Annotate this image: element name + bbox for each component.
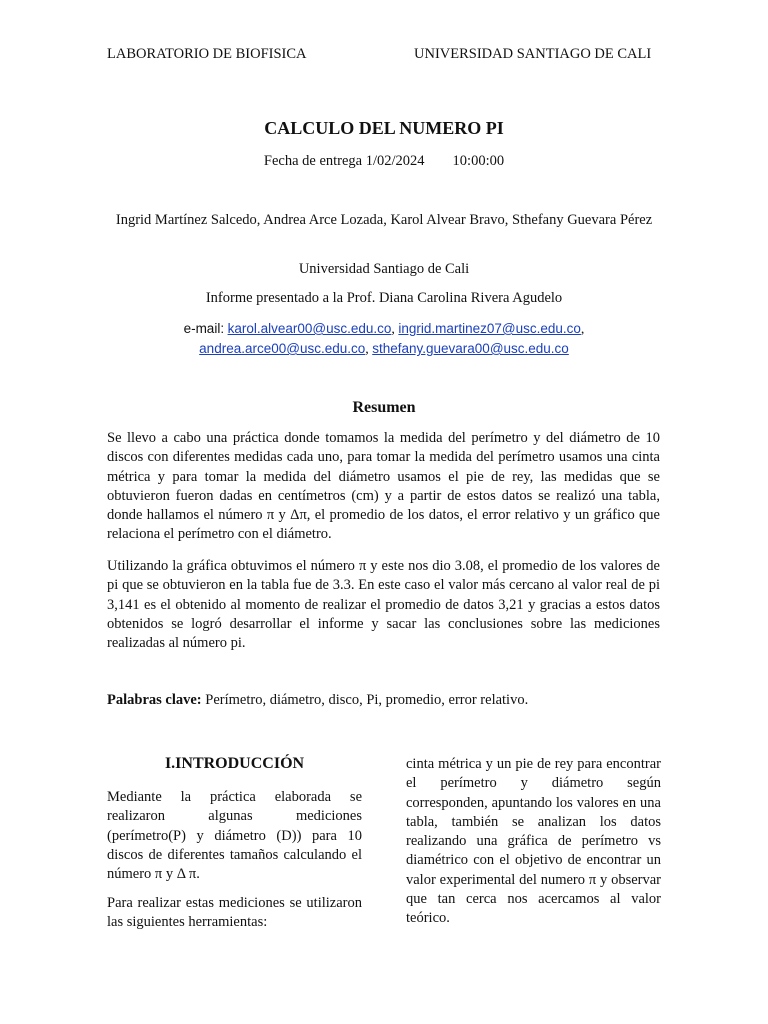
introduction-paragraph-3: cinta métrica y un pie de rey para encontrar el perímetro y diámetro según corresponden, apuntando los valores en una tabla, también se analizan los datos realizando una gráfica de perímetro vs diamétrico con el objetivo de encontrar un valor experimental del numero π y observar que tan cerca nos acercamos al valor teórico. bbox=[406, 756, 661, 927]
header-lab-name: LABORATORIO DE BIOFISICA bbox=[107, 46, 307, 62]
abstract-paragraph-1: Se llevo a cabo una práctica donde tomamos la medida del perímetro y del diámetro de 10 discos con diferentes medidas cada uno, para tomar la medida del perímetro usamos una cinta métrica y para tomar la medida del diámetro usamos el pie de rey, las medidas que se obtuvieron fueron dadas en centímetros (cm) y a partir de estos datos se realizó una tabla, donde hallamos el número π y Δπ, el promedio de los datos, el error relativo y un gráfico que relaciona el perímetro con el diámetro. bbox=[107, 430, 660, 543]
delivery-time: 10:00:00 bbox=[452, 153, 505, 169]
introduction-heading: I.INTRODUCCIÓN bbox=[164, 755, 305, 772]
abstract-paragraph-2: Utilizando la gráfica obtuvimos el número π y este nos dio 3.08, el promedio de los valores de pi que se obtuvieron en la tabla fue de 3.3. En este caso el valor más cercano al valor real de pi 3,141 es el obtenido al momento de realizar el promedio de datos 3,21 y gracias a estos datos obtenidos se logró desarrollar el informe y sacar las conclusiones sobre las mediciones realizadas al número pi. bbox=[107, 558, 660, 652]
delivery-date-label: Fecha de entrega 1/02/2024 bbox=[263, 153, 425, 169]
email-link-sthefany[interactable]: sthefany.guevara00@usc.edu.co bbox=[372, 341, 569, 356]
authors: Ingrid Martínez Salcedo, Andrea Arce Lozada, Karol Alvear Bravo, Sthefany Guevara Pérez bbox=[115, 212, 653, 228]
introduction-paragraph-2: Para realizar estas mediciones se utilizaron las siguientes herramientas: bbox=[107, 895, 362, 931]
keywords bbox=[107, 692, 528, 709]
email-link-andrea[interactable]: andrea.arce00@usc.edu.co bbox=[199, 341, 366, 356]
email-link-karol[interactable]: karol.alvear00@usc.edu.co bbox=[227, 321, 392, 336]
presented-to: Informe presentado a la Prof. Diana Carolina Rivera Agudelo bbox=[205, 290, 563, 306]
abstract-heading: Resumen bbox=[352, 399, 416, 416]
introduction-paragraph-1: Mediante la práctica elaborada se realizaron algunas mediciones (perímetro(P) y diámetro (D)) para 10 discos de diferentes tamaños calculando el número π y Δ π. bbox=[107, 789, 362, 883]
email-link-ingrid[interactable]: ingrid.martinez07@usc.edu.co bbox=[398, 321, 581, 336]
email-label: e-mail: bbox=[183, 321, 225, 336]
document-title: CALCULO DEL NUMERO PI bbox=[264, 118, 504, 138]
header-university: UNIVERSIDAD SANTIAGO DE CALI bbox=[414, 46, 652, 62]
keywords-text: Perímetro, diámetro, disco, Pi, promedio, error relativo. bbox=[201, 692, 529, 708]
delivery-date bbox=[0, 153, 768, 170]
email-list: e-mail: karol.alvear00@usc.edu.co, ingrid.martinez07@usc.edu.co, andrea.arce00@usc.edu.co, sthefany.guevara00@usc.edu.co bbox=[183, 321, 585, 357]
affiliation: Universidad Santiago de Cali bbox=[298, 261, 470, 277]
keywords-label: Palabras clave: bbox=[107, 692, 202, 708]
